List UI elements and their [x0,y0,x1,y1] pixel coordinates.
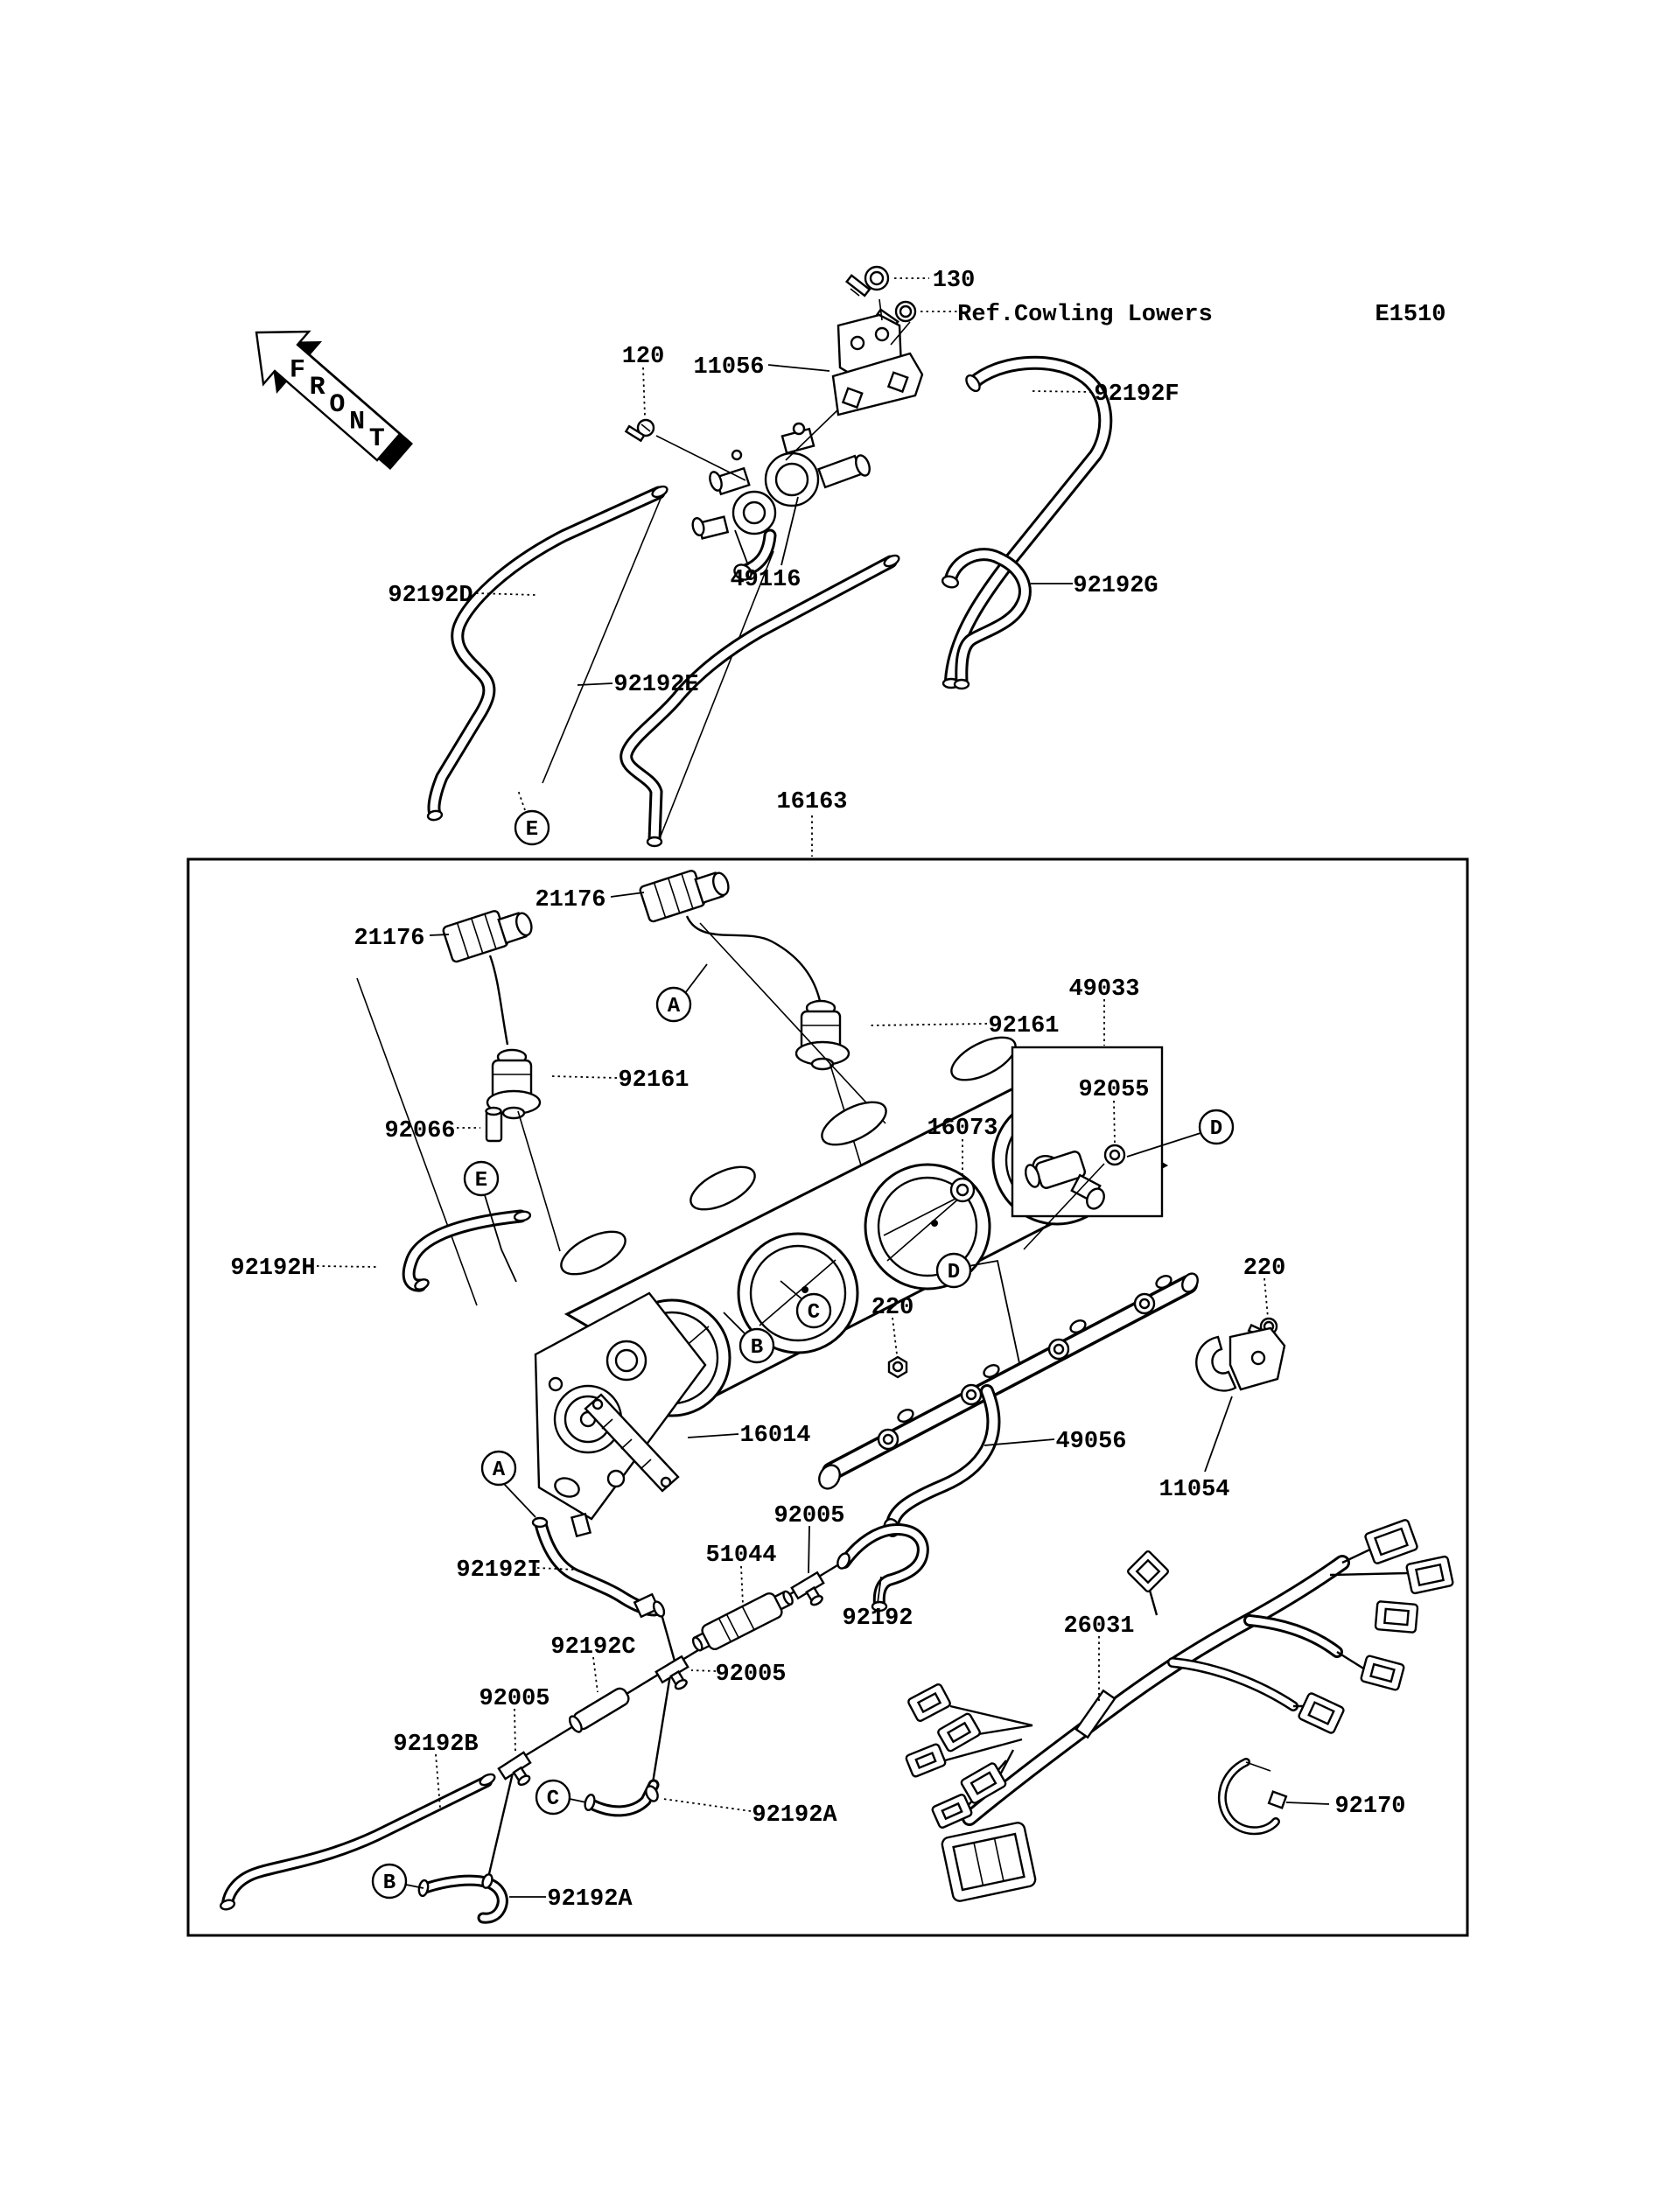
callout-circle-a [482,1452,515,1485]
callout-letter: D [947,1261,961,1284]
part-label-16014: 16014 [739,1423,811,1449]
harness-connector [1127,1550,1169,1592]
harness-connector [906,1743,947,1777]
part-label-49033: 49033 [1068,976,1140,1003]
part-label-92192a: 92192A [752,1802,837,1829]
callout-letter: E [525,818,539,842]
part-label-92192g: 92192G [1073,573,1158,599]
callout-letter: A [492,1459,506,1482]
hose-92192i [533,1518,666,1618]
part-label-92005: 92005 [774,1503,845,1529]
harness-connector [1364,1519,1418,1564]
callout-letter: B [750,1336,764,1360]
harness-connector [1298,1692,1344,1734]
part-label-92192h: 92192H [230,1256,316,1282]
bolt-130 [847,267,888,296]
callout-circle-a [657,988,690,1021]
part-label-220: 220 [871,1295,914,1321]
part-label-ref-cowling-lowers: Ref.Cowling Lowers [957,302,1213,328]
part-label-11054: 11054 [1158,1477,1230,1503]
part-label-92192f: 92192F [1094,381,1180,408]
front-letter: R [309,373,326,403]
part-label-16073: 16073 [927,1116,998,1142]
hose-92192b [220,1772,496,1911]
vacuum-valve-49116 [691,423,872,583]
part-label-220: 220 [1242,1256,1286,1282]
hose-92192a-b [418,1873,503,1918]
front-letter: O [329,389,346,420]
screw-120 [626,420,654,441]
tee-92005-3 [792,1572,831,1611]
hose-92192a-c [584,1784,660,1811]
part-label-92192d: 92192D [388,583,473,609]
harness-connector [1376,1601,1418,1633]
callout-letter: A [667,995,681,1018]
hose-92192e [626,553,901,846]
tube-92192c [567,1686,631,1734]
hose-92192h [409,1211,531,1291]
clamp-92170 [1222,1762,1286,1830]
callout-letter: D [1209,1117,1223,1141]
front-letter: T [368,424,385,454]
callout-circle-b [740,1329,774,1362]
part-label-92161: 92161 [618,1067,690,1094]
part-label-11056: 11056 [693,354,765,381]
part-label-26031: 26031 [1063,1613,1135,1640]
harness-main-connector [941,1822,1036,1902]
page-code: E1510 [1375,302,1446,328]
part-label-92192i: 92192I [456,1557,542,1584]
bracket-11056 [833,315,922,415]
wiring-harness-26031 [906,1519,1453,1902]
part-label-49056: 49056 [1055,1429,1127,1455]
front-letter: N [349,407,366,437]
part-label-92170: 92170 [1334,1794,1406,1820]
part-label-92192c: 92192C [550,1634,636,1661]
part-label-16163: 16163 [776,789,848,815]
callout-circle-e [465,1162,498,1195]
nut-220 [889,1357,906,1377]
part-label-120: 120 [621,344,665,370]
grommet-16073 [951,1179,974,1201]
part-label-92192a: 92192A [547,1886,633,1913]
bracket-11054 [1196,1328,1284,1390]
part-label-21176: 21176 [535,887,606,913]
callout-circle-d [1200,1110,1233,1144]
part-label-92055: 92055 [1078,1077,1150,1103]
callout-circle-d [937,1254,970,1287]
harness-connector [1361,1655,1404,1690]
callout-letter: E [474,1169,488,1193]
hose-92192 [836,1529,923,1611]
o-ring-92055 [1105,1145,1124,1165]
callout-letter: C [807,1301,821,1325]
damper-92066 [486,1108,502,1141]
part-label-92005: 92005 [479,1686,550,1712]
part-label-130: 130 [932,268,976,294]
part-label-92066: 92066 [384,1118,456,1144]
callout-letter: B [382,1872,396,1895]
top-valve-assembly [427,267,1105,846]
part-label-92192b: 92192B [393,1732,479,1758]
harness-connector [937,1712,981,1752]
part-label-51044: 51044 [705,1543,777,1569]
callout-circles-layer [373,811,1233,1898]
tee-92005-1 [499,1753,538,1792]
part-label-49116: 49116 [730,567,802,593]
harness-connector [907,1683,951,1722]
front-arrow-text [290,356,385,455]
part-labels-layer [230,268,1405,1913]
part-label-92005: 92005 [715,1662,787,1688]
part-label-92192e: 92192E [613,672,699,698]
front-letter: F [289,355,305,386]
callout-circle-c [797,1294,830,1327]
part-label-92192: 92192 [842,1606,914,1632]
callout-circle-b [373,1865,406,1898]
callout-circle-e [515,811,549,844]
callout-letter: C [546,1788,560,1811]
connector-21176-a [639,861,732,922]
connector-21176-b [442,901,535,962]
callout-circle-c [536,1781,570,1814]
part-label-21176: 21176 [354,926,425,952]
tee-92005-2 [656,1656,696,1695]
part-label-92161: 92161 [988,1013,1060,1039]
harness-connector [1406,1556,1453,1593]
